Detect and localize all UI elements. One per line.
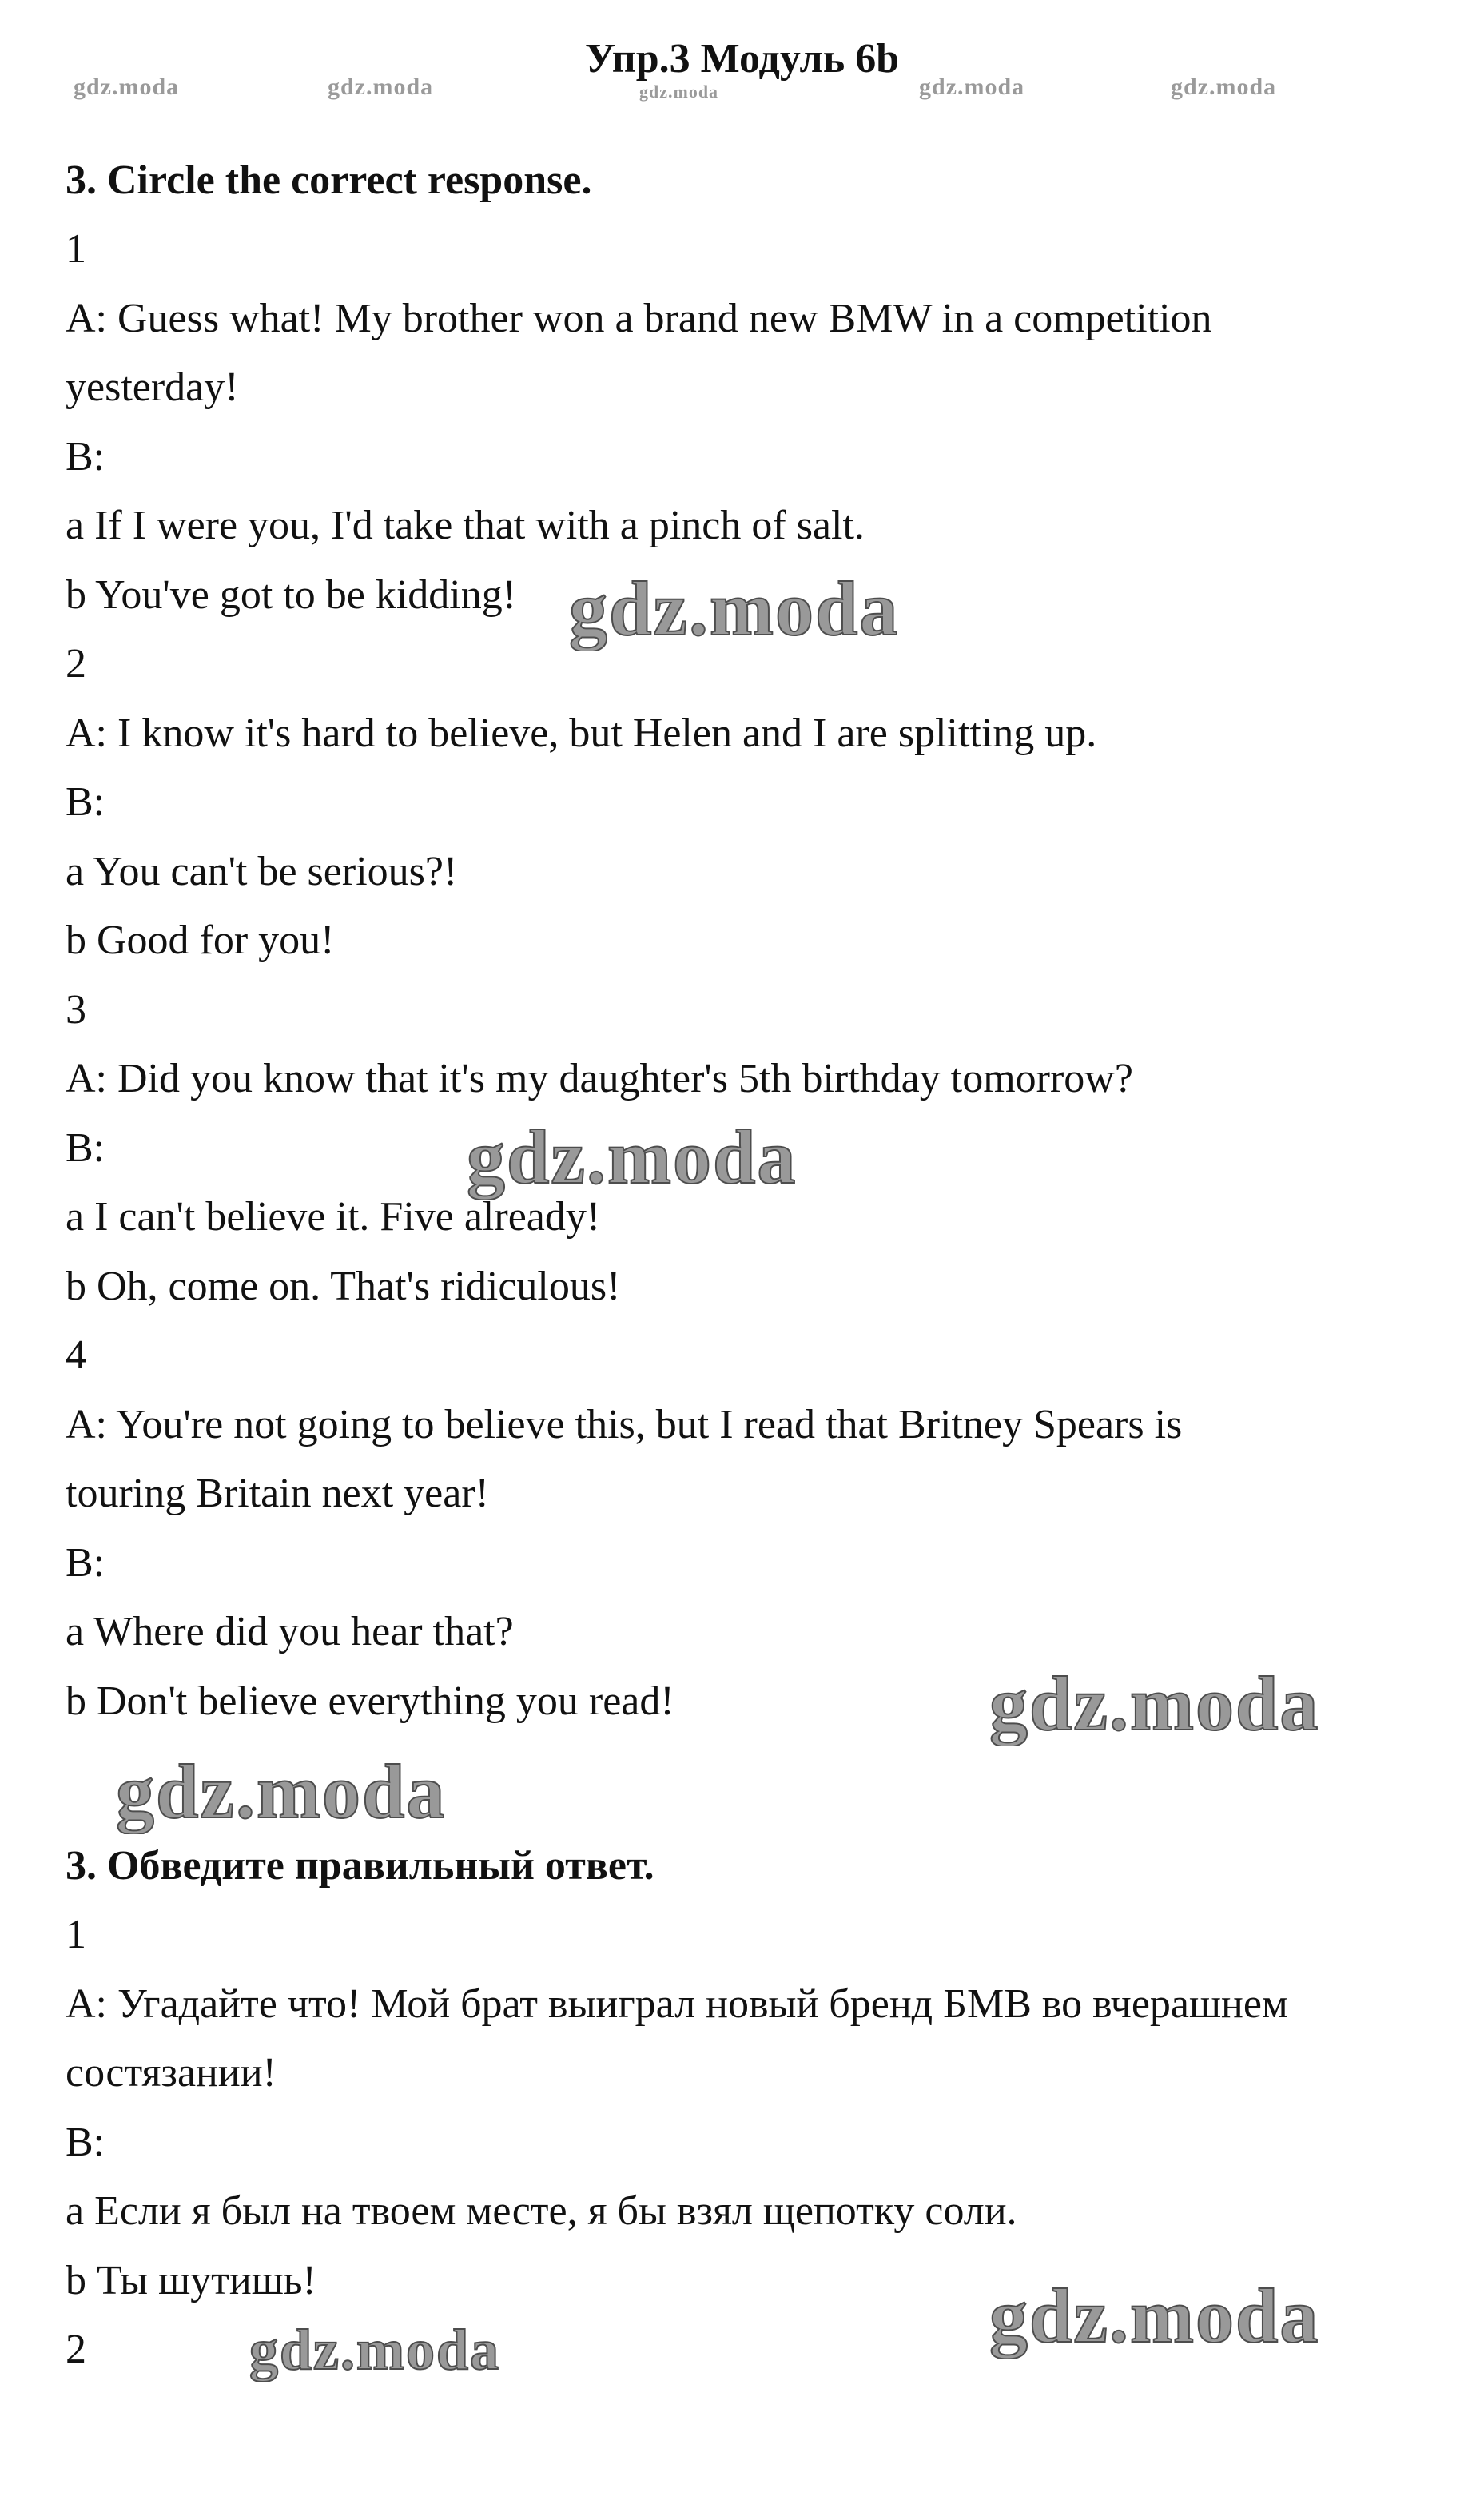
watermark: gdz.moda [116, 1749, 447, 1834]
text-line: yesterday! [66, 364, 239, 410]
watermark: gdz.moda [249, 2318, 501, 2382]
text-line: 2 [66, 2327, 86, 2372]
section-heading-english: 3. Circle the correct response. [66, 157, 592, 203]
watermark: gdz.moda [639, 82, 719, 102]
text-line: a You can't be serious?! [66, 848, 458, 894]
text-line: b You've got to be kidding! [66, 571, 517, 618]
text-line: B: [66, 1539, 105, 1586]
text-line: A: You're not going to believe this, but I read that Britney Spears is [66, 1401, 1183, 1447]
section-heading-russian: 3. Обведите правильный ответ. [66, 1843, 654, 1889]
text-line: b Ты шутишь! [66, 2257, 316, 2303]
watermark: gdz.moda [989, 1661, 1320, 1746]
watermark: gdz.moda [328, 74, 434, 100]
exercise-content [66, 146, 1440, 2385]
english-section [66, 146, 1440, 1736]
text-line: a Where did you hear that? [66, 1609, 514, 1654]
text-line: b Oh, come on. That's ridiculous! [66, 1263, 621, 1309]
watermark: gdz.moda [1171, 74, 1277, 100]
text-line: b Good for you! [66, 918, 335, 963]
text-line: touring Britain next year! [66, 1471, 489, 1516]
text-line: A: I know it's hard to believe, but Helen and I are splitting up. [66, 710, 1097, 756]
watermark: gdz.moda [467, 1114, 798, 1200]
text-line: A: Did you know that it's my daughter's 5th birthday tomorrow? [66, 1056, 1133, 1101]
text-line: b Don't believe everything you read! [66, 1678, 674, 1724]
page-title: Упр.3 Модуль 6b [584, 36, 900, 82]
text-line: a Если я был на твоем месте, я бы взял щепотку соли. [66, 2188, 1017, 2234]
text-line: 1 [66, 1912, 86, 1957]
text-line: B: [66, 433, 105, 480]
text-line: 4 [66, 1332, 86, 1378]
text-line: 2 [66, 641, 86, 687]
text-line: B: [66, 779, 105, 825]
text-line: a I can't believe it. Five already! [66, 1194, 601, 1240]
watermark: gdz.moda [919, 74, 1025, 100]
text-line: A: Guess what! My brother won a brand new BMW in a competition [66, 295, 1212, 341]
text-line: 3 [66, 986, 86, 1033]
text-line: B: [66, 2119, 105, 2165]
text-line: B: [66, 1125, 105, 1171]
watermark: gdz.moda [74, 74, 180, 100]
text-line: a If I were you, I'd take that with a pinch of salt. [66, 503, 865, 548]
text-line: 1 [66, 226, 86, 272]
watermark: gdz.moda [989, 2273, 1320, 2359]
watermark: gdz.moda [569, 566, 900, 651]
text-line: состязании! [66, 2050, 277, 2096]
text-line: A: Угадайте что! Мой брат выиграл новый бренд БМВ во вчерашнем [66, 1980, 1288, 2027]
